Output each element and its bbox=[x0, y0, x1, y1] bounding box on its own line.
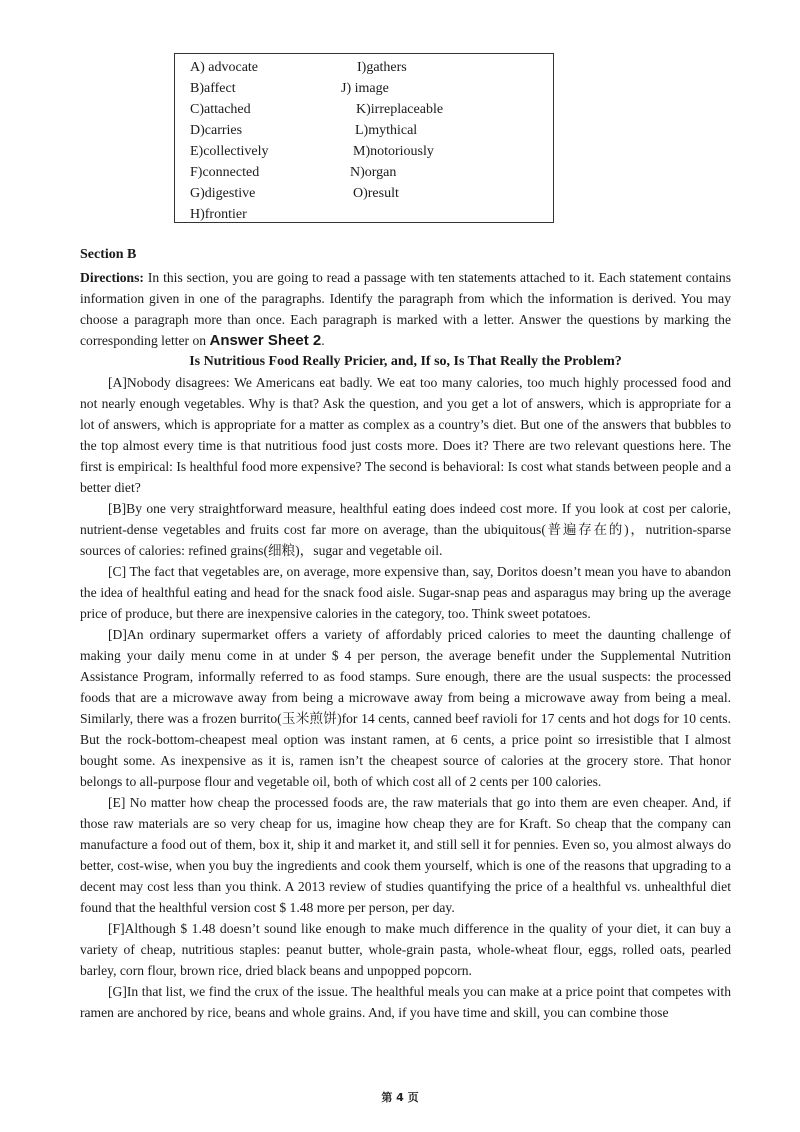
paragraph-d: [D]An ordinary supermarket offers a variety of affordably priced calories to meet the daunting challenge of making your daily menu come in at under $ 4 per person, the average benefit under the Supplemental Nutrition Assistance Program, informally referred to as food stamps. Sure enough, there are the usual suspects: the processed foods that are a microwave away from being a microwave away from being a microwave away from being a meal. Similarly, there was a frozen burrito(玉米煎饼)for 14 cents, canned beef ravioli for 17 cents and hot dogs for 10 cents. But the rock-bottom-cheapest meal option was instant ramen, at 6 cents, a price point so irresistible that I almost bought some. As inexpensive as it is, ramen isn’t the cheapest source of calories at the grocery store. That honor belongs to all-purpose flour and vegetable oil, both of which cost all of 2 cents per 100 calories. bbox=[80, 627, 731, 789]
word-option-c: C)attached bbox=[190, 102, 251, 117]
word-option-b: B)affect bbox=[190, 81, 236, 96]
directions bbox=[80, 267, 731, 351]
word-option-g: G)digestive bbox=[190, 186, 256, 201]
paragraph-e: [E] No matter how cheap the processed foods are, the raw materials that go into them are even cheaper. And, if those raw materials are so very cheap for us, imagine how cheap they are for Kraft. So cheap that the company can manufacture a food out of them, box it, ship it and market it, and still sell it for pennies. Even so, you almost always do better, cost-wise, when you buy the ingredients and cook them yourself, which is one of the reasons that upgrading to a decent may cost less than you think. A 2013 review of studies quantifying the price of a healthful vs. unhealthful diet found that the healthful version cost $ 1.48 more per person, per day. bbox=[80, 795, 731, 915]
paragraph-g: [G]In that list, we find the crux of the issue. The healthful meals you can make at a price point that competes with ramen are anchored by rice, beans and whole grains. And, if you have time and skill, you can combine those bbox=[80, 984, 731, 1020]
word-option-f: F)connected bbox=[190, 165, 260, 180]
page-number: 第 4 页 bbox=[381, 1091, 419, 1104]
answer-sheet-label: Answer Sheet 2 bbox=[209, 332, 322, 349]
paragraph-b: [B]By one very straightforward measure, healthful eating does indeed cost more. If you look at cost per calorie, nutrient-dense vegetables and fruits cost far more on average, than the ubiquitous(普遍存在的)，nutrition-sparse sources of calories: refined grains(细粮)，sugar and vegetable oil. bbox=[80, 501, 731, 558]
word-option-m: M)notoriously bbox=[353, 144, 434, 159]
section-b-content bbox=[80, 245, 731, 1023]
word-option-n: N)organ bbox=[350, 165, 397, 180]
word-option-a: A) advocate bbox=[190, 60, 259, 75]
word-option-l: L)mythical bbox=[355, 123, 418, 138]
word-option-i: I)gathers bbox=[357, 60, 407, 75]
word-option-d: D)carries bbox=[190, 123, 243, 138]
section-title: Section B bbox=[80, 247, 137, 262]
word-bank-box bbox=[174, 53, 554, 223]
paragraph-f: [F]Although $ 1.48 doesn’t sound like enough to make much difference in the quality of your diet, it can buy a variety of cheap, nutritious staples: peanut butter, whole-grain pasta, whole-wheat flour, eggs, rolled oats, pearled barley, corn flour, brown rice, dried black beans and unpopped popcorn. bbox=[80, 921, 731, 978]
word-option-k: K)irreplaceable bbox=[356, 102, 444, 117]
word-option-j: J) image bbox=[341, 81, 389, 96]
directions-label: Directions: bbox=[80, 270, 144, 285]
paragraph-c: [C] The fact that vegetables are, on average, more expensive than, say, Doritos doesn’t mean you have to abandon the idea of healthful eating and head for the snack food aisle. Sugar-snap peas and asparagus may bring up the average price of produce, but there are inexpensive calories in the category, too. Think sweet potatoes. bbox=[80, 564, 731, 621]
directions-period: . bbox=[321, 333, 325, 348]
article-title: Is Nutritious Food Really Pricier, and, If so, Is That Really the Problem? bbox=[189, 354, 622, 369]
paragraph-a: [A]Nobody disagrees: We Americans eat badly. We eat too many calories, too much highly processed food and not nearly enough vegetables. Why is that? Ask the question, and you get a lot of answers, which is appropriate for a lot of answers, which is appropriate for a matter as complex as a country’s diet. But one of the answers that bubbles to the top almost every time is that nutritious food just costs more. Does it? There are two relevant questions here. The first is empirical: Is healthful food more expensive? The second is behavioral: Is cost what stands between people and a better diet? bbox=[80, 375, 731, 495]
directions-text: In this section, you are going to read a passage with ten statements attached to it. Each statement contains information given in one of the paragraphs. Identify the paragraph from which the information is derived. You may choose a paragraph more than once. Each paragraph is marked with a letter. Answer the questions by marking the corresponding letter on bbox=[80, 270, 731, 348]
word-option-o: O)result bbox=[353, 186, 399, 201]
word-option-e: E)collectively bbox=[190, 144, 269, 159]
word-option-h: H)frontier bbox=[190, 207, 247, 222]
